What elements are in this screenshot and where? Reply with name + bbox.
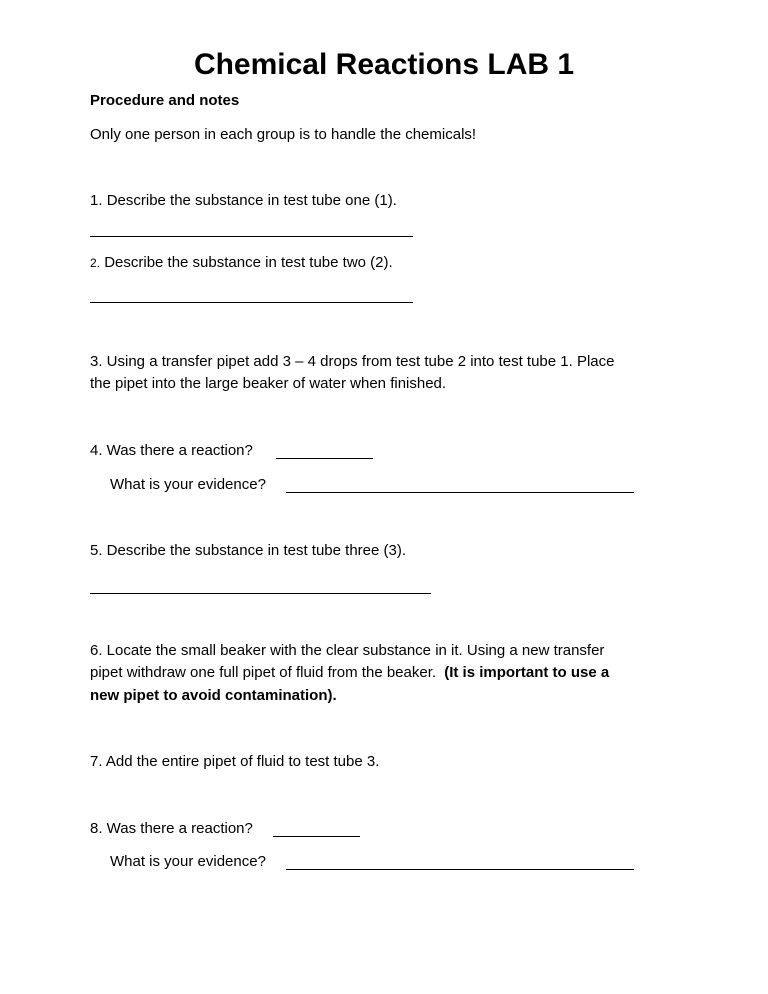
- question-5: 5. Describe the substance in test tube three (3).: [90, 542, 407, 559]
- answer-blank-8-evidence: [286, 869, 634, 870]
- question-1: [90, 190, 397, 212]
- answer-blank-4-reaction: [276, 458, 373, 459]
- safety-warning: Only one person in each group is to handle the chemicals!: [90, 126, 477, 143]
- question-6-line-2-plain: pipet withdraw one full pipet of fluid from the beaker.: [90, 664, 437, 681]
- answer-line-5: [90, 593, 431, 594]
- question-3-line-1: 3. Using a transfer pipet add 3 – 4 drops from test tube 2 into test tube 1. Place: [90, 353, 615, 370]
- question-6-line-3: new pipet to avoid contamination).: [90, 687, 337, 704]
- question-8-evidence: What is your evidence?: [110, 853, 266, 870]
- question-6-line-2-bold: (It is important to use a: [444, 664, 610, 681]
- question-1-text: Describe the substance in test tube one (1).: [106, 192, 397, 209]
- question-2-number: 2.: [90, 256, 101, 270]
- question-6-line-1: 6. Locate the small beaker with the clear substance in it. Using a new transfer: [90, 642, 605, 659]
- question-7: 7. Add the entire pipet of fluid to test tube 3.: [90, 753, 380, 770]
- question-4: 4. Was there a reaction?: [90, 442, 253, 459]
- question-8: 8. Was there a reaction?: [90, 820, 253, 837]
- question-2-text: Describe the substance in test tube two (2).: [104, 254, 393, 271]
- answer-line-1: [90, 236, 413, 237]
- answer-blank-4-evidence: [286, 492, 634, 493]
- answer-blank-8-reaction: [273, 836, 360, 837]
- section-heading: Procedure and notes: [90, 92, 240, 109]
- page-title: Chemical Reactions LAB 1: [193, 48, 575, 81]
- question-1-number: 1.: [90, 192, 103, 209]
- question-3-line-2: the pipet into the large beaker of water when finished.: [90, 375, 447, 392]
- answer-line-2: [90, 302, 413, 303]
- question-6-line-2: [90, 662, 609, 684]
- question-4-evidence: What is your evidence?: [110, 476, 266, 493]
- question-2: [90, 252, 393, 274]
